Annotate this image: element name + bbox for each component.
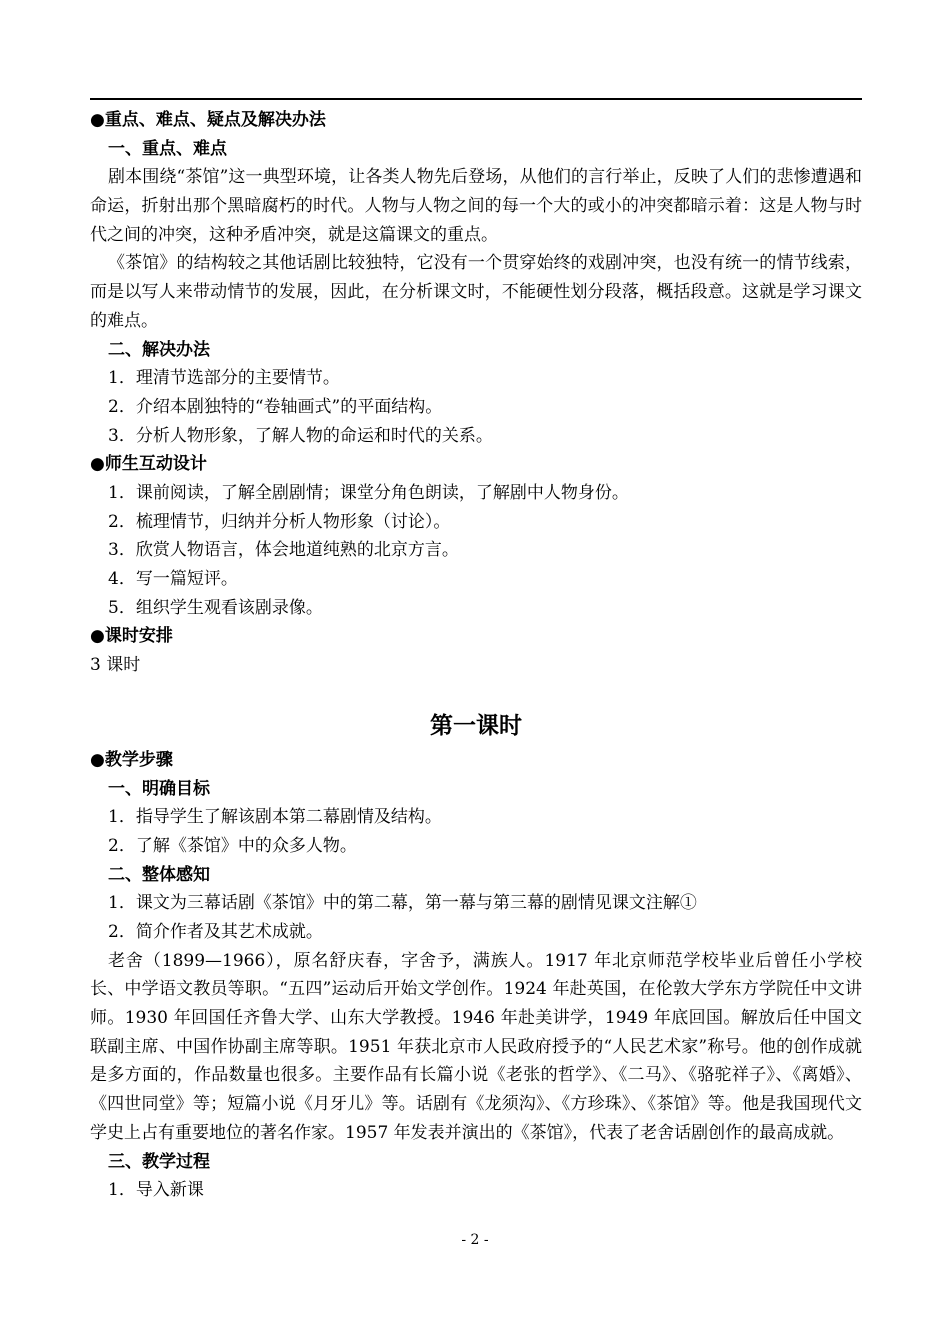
section-heading-teaching-steps: ●教学步骤 <box>90 749 173 770</box>
list-item: 2．梳理情节，归纳并分析人物形象（讨论）。 <box>108 511 451 532</box>
subheading-objectives: 一、明确目标 <box>108 778 210 799</box>
paragraph-key-point: 剧本围绕“茶馆”这一典型环境，让各类人物先后登场，从他们的言行举止，反映了人们的悲惨遭遇和命运，折射出那个黑暗腐朽的时代。人物与人物之间的每一个大的或小的冲突都暗示着：这是人物与时代之间的冲突，这种矛盾冲突，就是这篇课文的重点。 <box>90 167 862 245</box>
subheading-key-difficult-points: 一、重点、难点 <box>108 138 227 159</box>
list-item: 2．介绍本剧独特的“卷轴画式”的平面结构。 <box>108 396 443 417</box>
list-item: 1．课文为三幕话剧《茶馆》中的第二幕，第一幕与第三幕的剧情见课文注解① <box>108 893 697 914</box>
list-item: 1．指导学生了解该剧本第二幕剧情及结构。 <box>108 807 442 828</box>
lesson-title: 第一课时 <box>430 712 522 739</box>
subheading-teaching-process: 三、教学过程 <box>108 1151 210 1172</box>
list-item: 2．了解《茶馆》中的众多人物。 <box>108 835 357 856</box>
subheading-solutions: 二、解决办法 <box>108 339 210 360</box>
list-item: 4．写一篇短评。 <box>108 569 238 590</box>
paragraph-difficult-point: 《茶馆》的结构较之其他话剧比较独特，它没有一个贯穿始终的戏剧冲突，也没有统一的情节线索，而是以写人来带动情节的发展，因此，在分析课文时，不能硬性划分段落，概括段意。这就是学习课文的难点。 <box>90 253 862 331</box>
list-item: 5．组织学生观看该剧录像。 <box>108 597 323 618</box>
list-item: 1．课前阅读，了解全剧剧情；课堂分角色朗读，了解剧中人物身份。 <box>108 483 629 504</box>
list-item: 1．理清节选部分的主要情节。 <box>108 368 340 389</box>
section-heading-interaction-design: ●师生互动设计 <box>90 454 207 475</box>
schedule-text: 3 课时 <box>90 655 141 676</box>
list-item: 3．欣赏人物语言，体会地道纯熟的北京方言。 <box>108 540 459 561</box>
header-rule <box>90 98 862 100</box>
paragraph-author-bio: 老舍（1899—1966），原名舒庆春，字舍予，满族人。1917 年北京师范学校毕业后曾任小学校长、中学语文教员等职。“五四”运动后开始文学创作。1924 年赴英国，在伦敦大学东方学院任中文讲师。1930 年回国任齐鲁大学、山东大学教授。1946 年赴美讲学，1949 年底回国。解放后任中国文联副主席、中国作协副主席等职。1951 年获北京市人民政府授予的“人民艺术家”称号。他的创作成就是多方面的，作品数量也很多。主要作品有长篇小说《老张的哲学》、《二马》、《骆驼祥子》、《离婚》、《四世同堂》等；短篇小说《月牙儿》等。话剧有《龙须沟》、《方珍珠》、《茶馆》等。他是我国现代文学史上占有重要地位的著名作家。1957 年发表并演出的《茶馆》，代表了老舍话剧创作的最高成就。 <box>90 950 862 1143</box>
subheading-overall-perception: 二、整体感知 <box>108 864 210 885</box>
section-heading-schedule: ●课时安排 <box>90 626 173 647</box>
page-number: - 2 - <box>461 1232 489 1248</box>
list-item: 2．简介作者及其艺术成就。 <box>108 921 323 942</box>
section-heading-key-points: ●重点、难点、疑点及解决办法 <box>90 110 326 130</box>
document-body <box>90 106 862 1205</box>
list-item: 3．分析人物形象，了解人物的命运和时代的关系。 <box>108 425 493 446</box>
list-item: 1．导入新课 <box>108 1180 204 1201</box>
